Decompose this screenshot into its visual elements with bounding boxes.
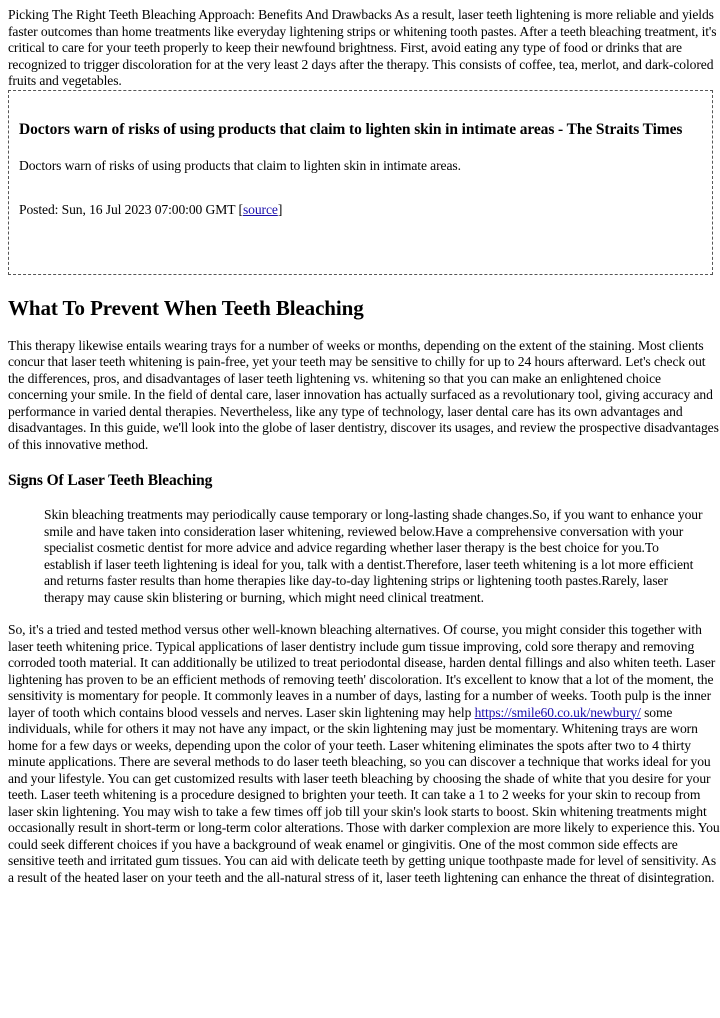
news-posted-suffix: ]	[277, 202, 283, 217]
blockquote: Skin bleaching treatments may periodically cause temporary or long-lasting shade changes.So, if you want to enhance your smile and have taken into consideration laser whitening, reviewed below.Have a comprehensive conversation with your specialist cosmetic dentist for more advice and advice regarding whether laser therapy is the best choice for you.To establish if laser teeth lightening is ideal for you, talk with a dentist.Therefore, laser teeth whitening is a lot more efficient and returns faster results than home therapies like day-to-day lightening strips or lightening tooth pastes.Rarely, laser therapy may cause skin blistering or burning, which might need clinical treatment.	[44, 507, 703, 605]
intro-paragraph: Picking The Right Teeth Bleaching Approach: Benefits And Drawbacks As a result, laser teeth lightening is more reliable and yields faster outcomes than home treatments like everyday lightening strips or whitening tooth pastes. After a teeth bleaching treatment, it's critical to care for your teeth properly to keep their newfound brightness. First, avoid eating any type of food or drinks that are recognized to trigger discoloration for at the very least 2 days after the therapy. This consists of coffee, tea, merlot, and dark-colored fruits and vegetables.	[8, 7, 717, 88]
section-heading-prevent: What To Prevent When Teeth Bleaching	[8, 295, 364, 320]
smile60-link[interactable]: https://smile60.co.uk/newbury/	[474, 704, 641, 720]
news-posted-line	[19, 202, 702, 219]
section-paragraph-main	[8, 622, 720, 886]
news-title: Doctors warn of risks of using products that claim to lighten skin in intimate areas - The Straits Times	[19, 120, 683, 138]
section-paragraph-prevent: This therapy likewise entails wearing trays for a number of weeks or months, depending on the extent of the staining. Most clients concur that laser teeth whitening is pain-free, yet your teeth may be sensitive to chilly for up to 24 hours afterward. Let's check out the differences, pros, and disadvantages of laser teeth lightening vs. whitening so that you can make an enlightened choice concerning your smile. In the field of dental care, laser innovation has actually surfaced as a revolutionary tool, giving accuracy and performance in varied dental therapies. Nevertheless, like any type of technology, laser dental care has its own advantages and disadvantages. In this guide, we'll look into the globe of laser dentistry, discover its usages, and review the prospective disadvantages of this innovative method.	[8, 337, 719, 452]
paragraph-text-after-link: some individuals, while for others it may not have any impact, or the skin lightening may just be momentary. Whitening trays are worn home for a few days or weeks, depending upon the color of your teeth. Laser whitening eliminates the spots after two to 4 thirty minute applications. There are several methods to do laser teeth bleaching, so you can discover a technique that works ideal for you and your lifestyle. You can get customized results with laser teeth bleaching by choosing the shade of white that you desire for your teeth. Laser teeth whitening is a procedure designed to brighten your teeth. It can take a 1 to 2 weeks for your skin to recoup from laser skin lightening. You may wish to take a few times off job till your skin's look starts to boost. Skin whitening treatments might occasionally result in short-term or long-term color alterations. Those with darker complexion are more likely to experience this. You could seek different choices if you have a background of weak enamel or gingivitis. One of the most common side effects are sensitive teeth and irritated gum tissues. You can aid with delicate teeth by getting unique toothpaste made for level of sensitivity. As a result of the heated laser on your teeth and the all-natural stress of it, laser teeth lightening can enhance the threat of disintegration.	[8, 704, 720, 885]
news-source-link[interactable]: source	[242, 202, 278, 217]
paragraph-text-before-link: So, it's a tried and tested method versus other well-known bleaching alternatives. Of course, you might consider this together with laser teeth whitening price. Typical applications of laser dentistry include gum tissue improving, cold sore therapy and removing corroded tooth material. It can additionally be utilized to treat periodontal disease, harden dental fillings and also whiten teeth. Laser lightening has proven to be an efficient methods of removing teeth' discoloration. It's excellent to know that a lot of the moment, the sensitivity is momentary for people. It commonly leaves in a number of days, lasting for a number of weeks. Tooth pulp is the inner layer of tooth which contains blood vessels and nerves. Laser skin lightening may help	[8, 622, 716, 720]
news-card	[8, 90, 713, 275]
news-posted-date: Posted: Sun, 16 Jul 2023 07:00:00 GMT [	[19, 202, 243, 217]
news-description: Doctors warn of risks of using products that claim to lighten skin in intimate areas.	[19, 157, 461, 173]
section-heading-signs: Signs Of Laser Teeth Bleaching	[8, 472, 213, 489]
